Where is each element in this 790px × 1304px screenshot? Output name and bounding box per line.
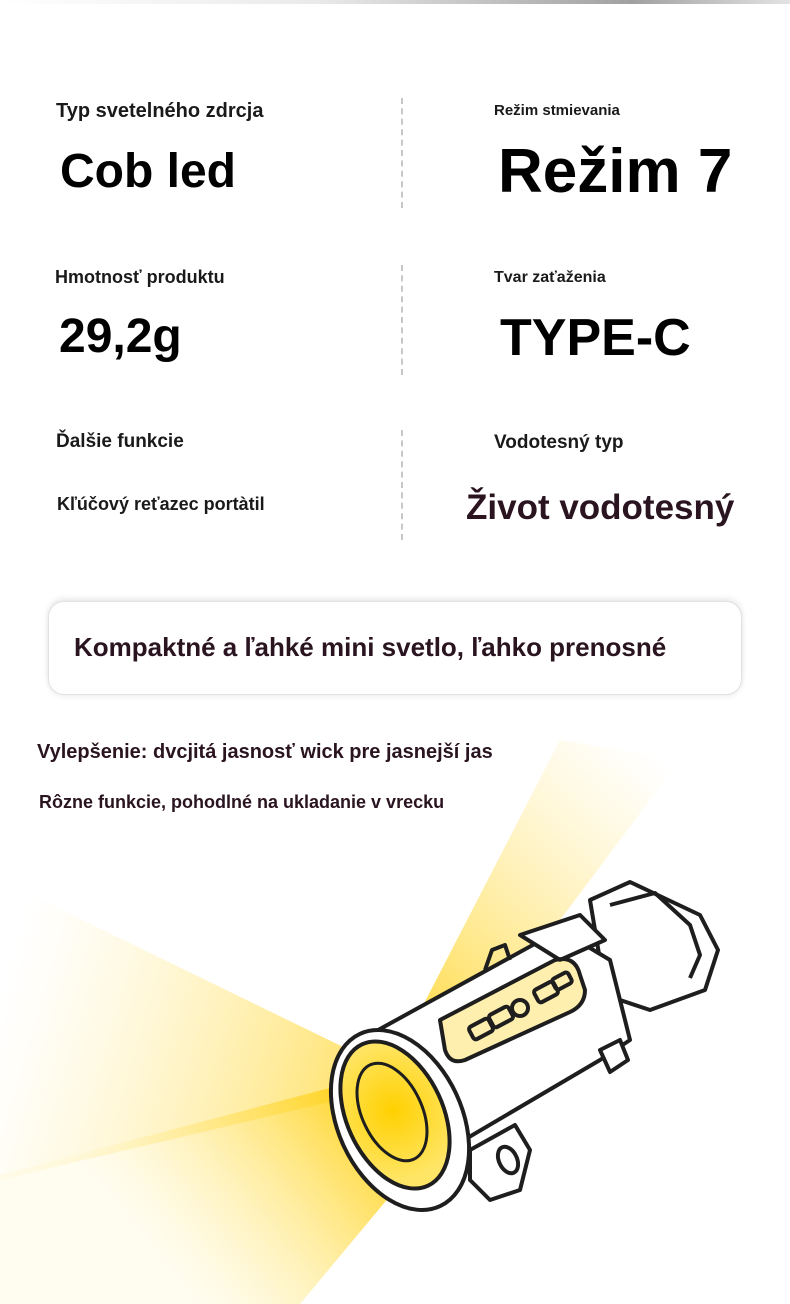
column-divider bbox=[401, 265, 403, 375]
feature-line-pocket: Rôzne funkcie, pohodlné na ukladanie v vrecku bbox=[39, 792, 445, 812]
spec-value: TYPE-C bbox=[500, 309, 691, 367]
banner-text: Kompaktné a ľahké mini svetlo, ľahko prenosné bbox=[74, 632, 667, 662]
highlight-banner bbox=[48, 601, 742, 695]
spec-label: Tvar zaťaženia bbox=[494, 269, 606, 286]
spec-label: Typ svetelného zdrcja bbox=[56, 100, 264, 122]
spec-value: Režim 7 bbox=[498, 137, 733, 206]
flashlight-illustration bbox=[0, 700, 790, 1304]
spec-label: Ďalšie funkcie bbox=[56, 431, 184, 452]
spec-value: Život vodotesný bbox=[466, 488, 735, 527]
top-shadow-line bbox=[0, 0, 790, 4]
spec-label: Režim stmievania bbox=[494, 102, 620, 119]
spec-label: Hmotnosť produktu bbox=[55, 267, 225, 287]
feature-line-brightness: Vylepšenie: dvcjitá jasnosť wick pre jasnejší jas bbox=[37, 741, 493, 763]
spec-value: Cob led bbox=[60, 145, 236, 198]
spec-value: 29,2g bbox=[59, 310, 182, 363]
spec-label: Vodotesný typ bbox=[494, 432, 624, 453]
spec-value: Kľúčový reťazec portàtil bbox=[57, 494, 265, 514]
column-divider bbox=[401, 98, 403, 208]
column-divider bbox=[401, 430, 403, 540]
